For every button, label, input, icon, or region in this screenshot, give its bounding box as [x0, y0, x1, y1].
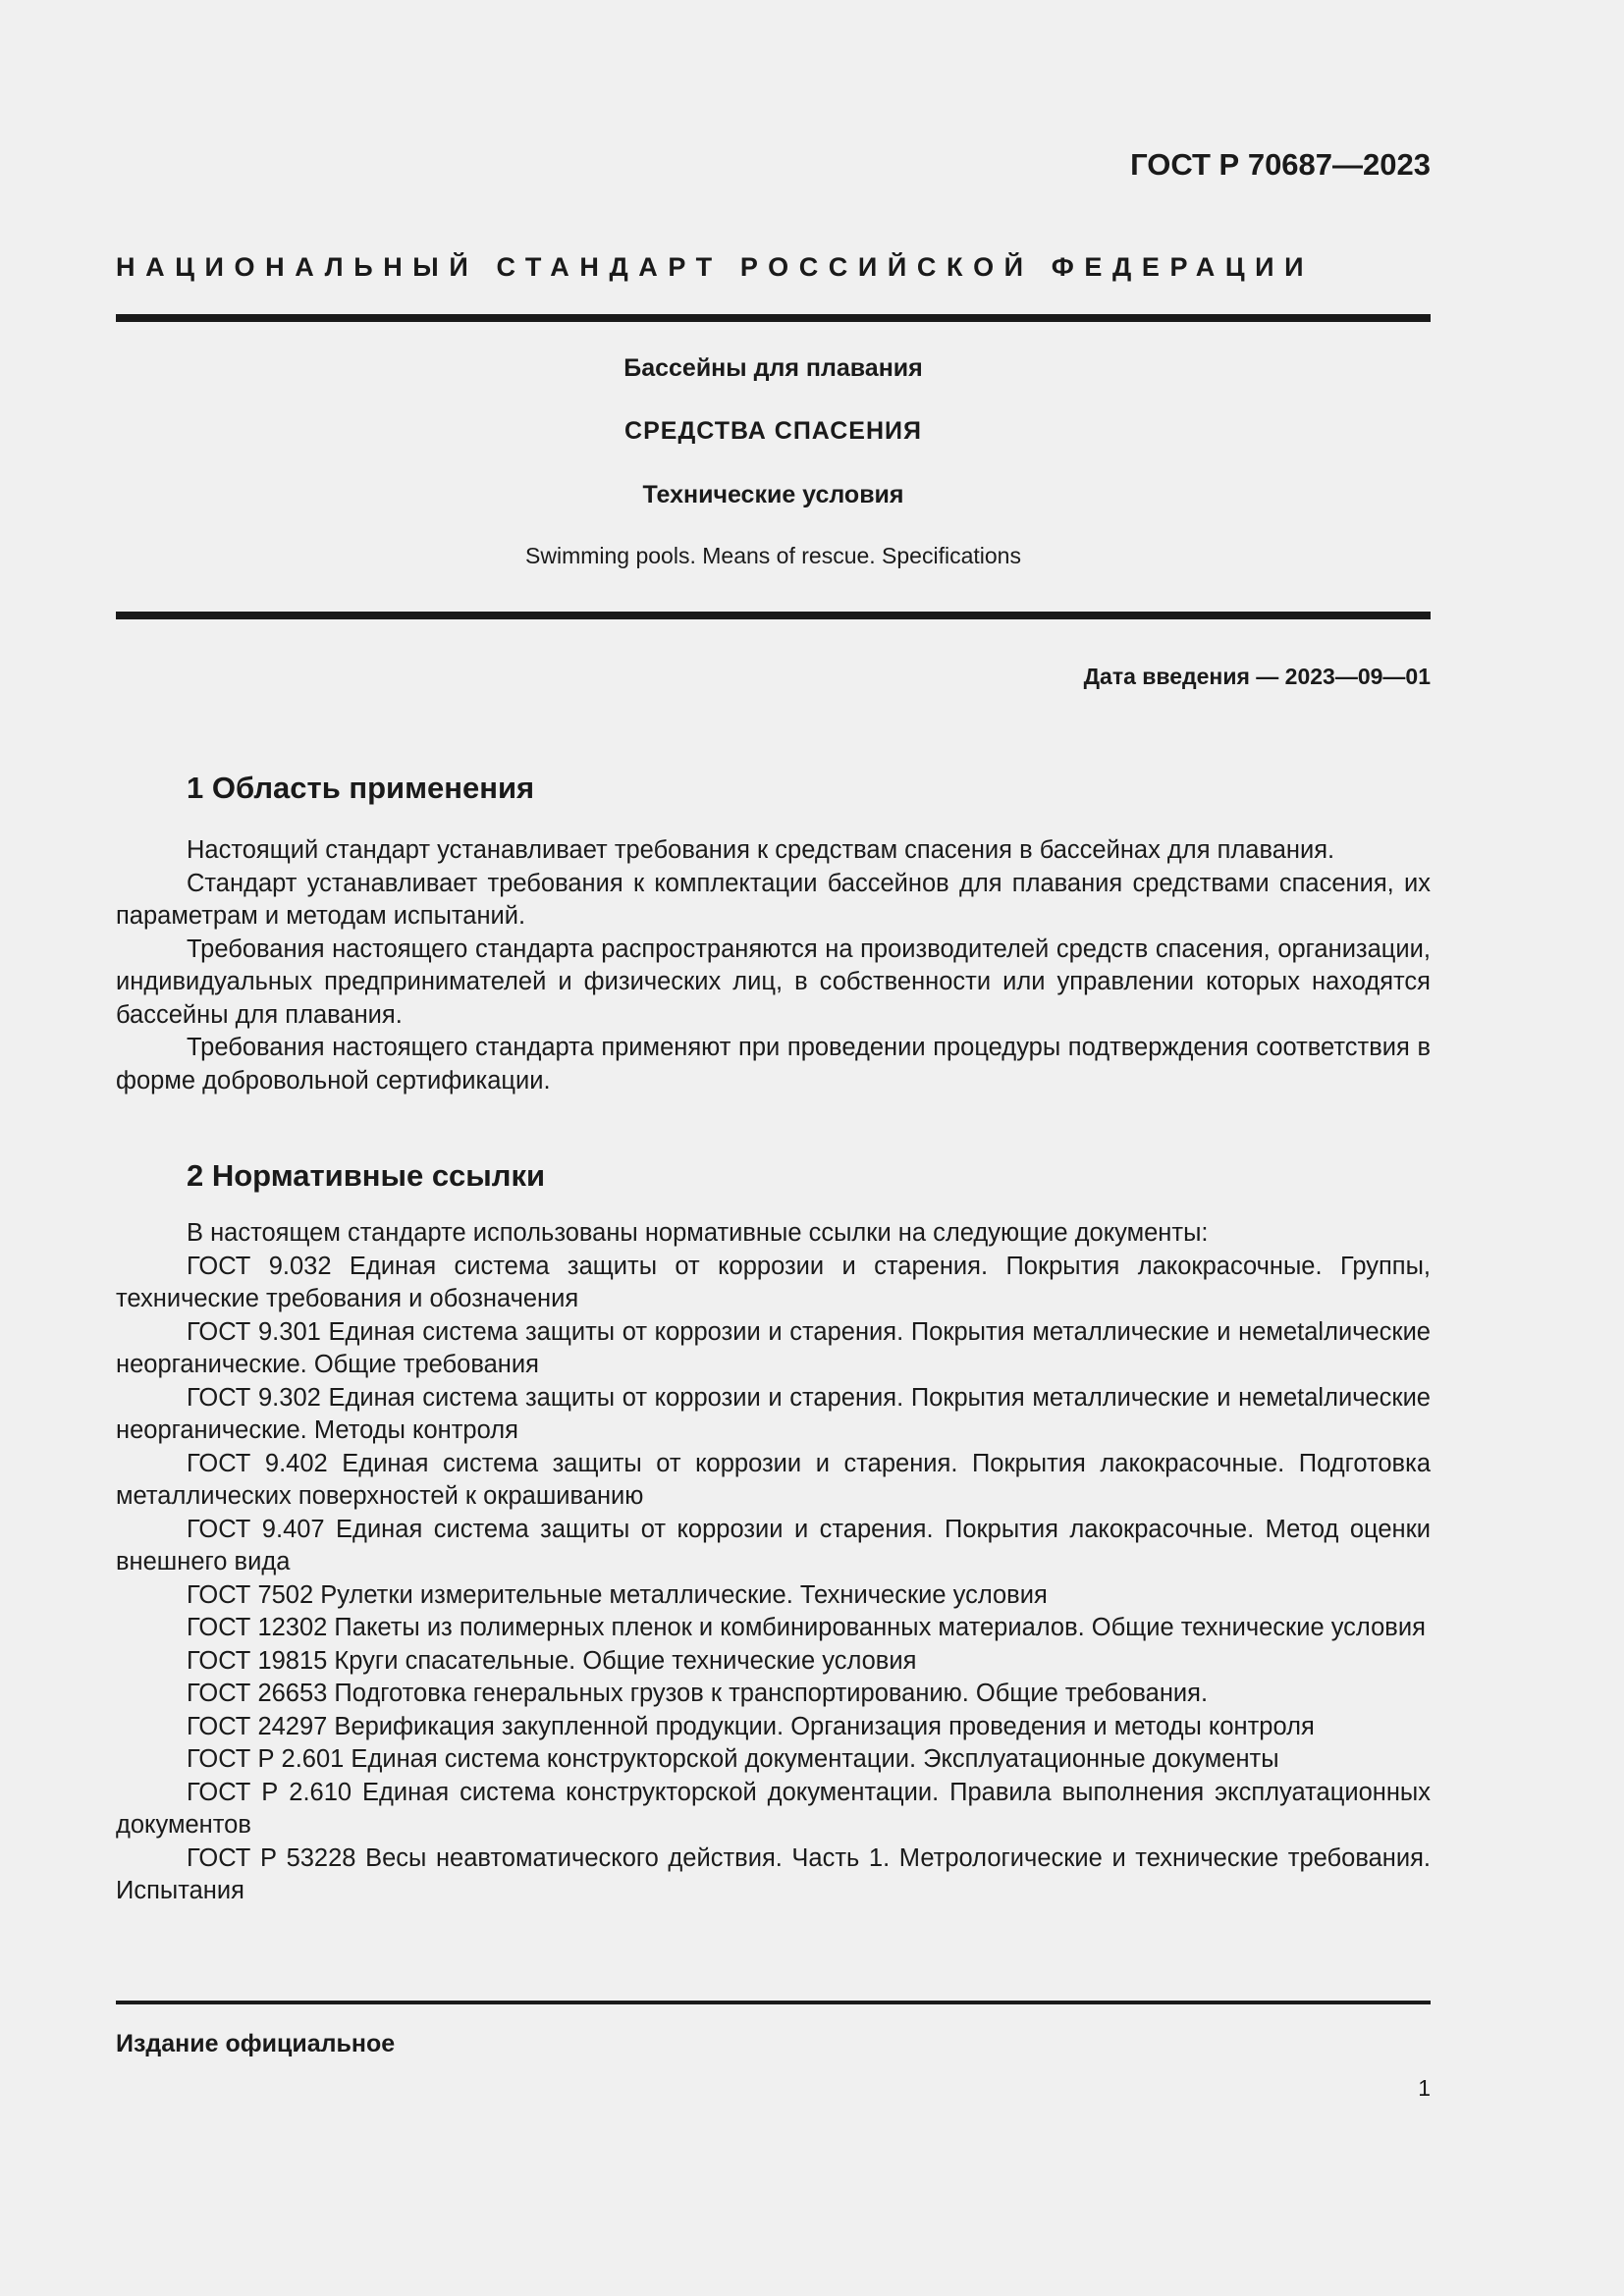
footer-rule	[116, 2001, 1431, 2004]
top-rule	[116, 314, 1431, 322]
reference-item: ГОСТ 26653 Подготовка генеральных грузов к транспортированию. Общие требования.	[187, 1680, 1209, 1707]
reference-item: ГОСТ 19815 Круги спасательные. Общие технические условия	[187, 1646, 917, 1675]
paragraph: Стандарт устанавливает требования к комплектации бассейнов для плавания средствами спасения, их параметрам и методам испытаний.	[116, 869, 1431, 930]
section-2-heading: 2 Нормативные ссылки	[187, 1158, 546, 1193]
national-standard-banner: НАЦИОНАЛЬНЫЙ СТАНДАРТ РОССИЙСКОЙ ФЕДЕРАЦИИ	[116, 252, 1315, 282]
paragraph: Требования настоящего стандарта применяют при проведении процедуры подтверждения соответствия в форме добровольной сертификации.	[116, 1034, 1431, 1095]
gost-number: ГОСТ Р 70687—2023	[1130, 147, 1431, 182]
title-line-1: Бассейны для плавания	[623, 354, 923, 382]
official-edition-label: Издание официальное	[116, 2030, 396, 2057]
reference-item: ГОСТ 9.407 Единая система защиты от коррозии и старения. Покрытия лакокрасочные. Метод оценки внешнего вида	[116, 1515, 1431, 1575]
reference-item: ГОСТ Р 2.610 Единая система конструкторской документации. Правила выполнения эксплуатационных документов	[116, 1778, 1431, 1839]
reference-item: ГОСТ 12302 Пакеты из полимерных пленок и комбинированных материалов. Общие технические условия	[187, 1614, 1426, 1641]
reference-item: ГОСТ 9.302 Единая система защиты от коррозии и старения. Покрытия металлические и немetalлические неорганические. Методы контроля	[116, 1383, 1431, 1444]
reference-item: ГОСТ 9.032 Единая система защиты от коррозии и старения. Покрытия лакокрасочные. Группы, технические требования и обозначения	[116, 1252, 1431, 1312]
paragraph: Требования настоящего стандарта распространяются на производителей средств спасения, организации, индивидуальных предпринимателей и физических лиц, в собственности или управлении которых находятся бассейны для плавания.	[116, 934, 1431, 1029]
paragraph: Настоящий стандарт устанавливает требования к средствам спасения в бассейнах для плавания.	[187, 836, 1335, 864]
reference-item: ГОСТ 24297 Верификация закупленной продукции. Организация проведения и методы контроля	[187, 1712, 1315, 1740]
reference-item: ГОСТ 7502 Рулетки измерительные металлические. Технические условия	[187, 1580, 1048, 1609]
english-title: Swimming pools. Means of rescue. Specifications	[525, 543, 1021, 568]
reference-item: ГОСТ 9.301 Единая система защиты от коррозии и старения. Покрытия металлические и немetalлические неорганические. Общие требования	[116, 1317, 1431, 1378]
reference-item: ГОСТ 9.402 Единая система защиты от коррозии и старения. Покрытия лакокрасочные. Подготовка металлических поверхностей к окрашиванию	[116, 1449, 1431, 1510]
reference-item: ГОСТ Р 53228 Весы неавтоматического действия. Часть 1. Метрологические и технические требования. Испытания	[116, 1843, 1431, 1904]
title-line-2: СРЕДСТВА СПАСЕНИЯ	[624, 417, 922, 445]
section-1-heading: 1 Область применения	[187, 771, 535, 805]
reference-item: ГОСТ Р 2.601 Единая система конструкторской документации. Эксплуатационные документы	[187, 1745, 1279, 1773]
page-number: 1	[1418, 2075, 1431, 2101]
introduction-date: Дата введения — 2023—09—01	[1083, 664, 1431, 689]
section-1-body	[116, 834, 1431, 1097]
title-bottom-rule	[116, 612, 1431, 619]
paragraph: В настоящем стандарте использованы нормативные ссылки на следующие документы:	[187, 1219, 1209, 1247]
section-2-body	[116, 1217, 1431, 1908]
title-line-3: Технические условия	[642, 481, 904, 508]
